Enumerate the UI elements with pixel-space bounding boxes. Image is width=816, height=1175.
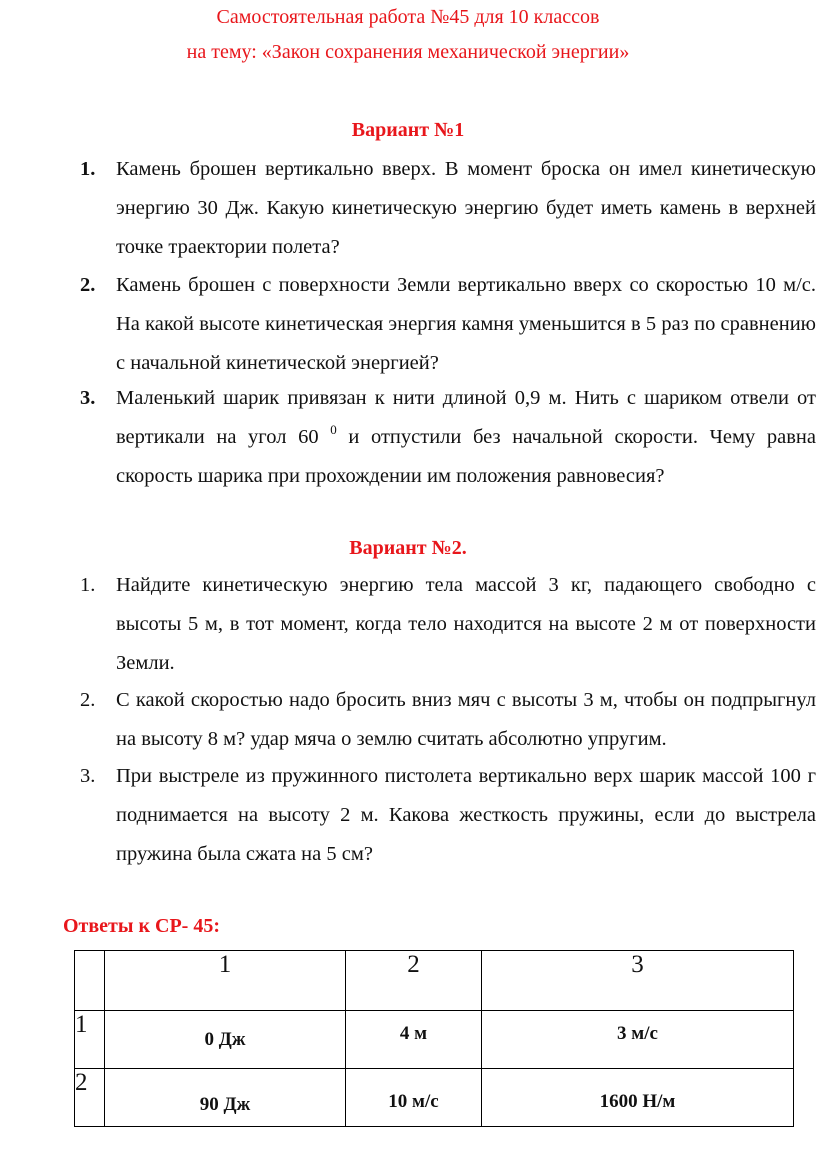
answer-value: 4 м xyxy=(399,1023,428,1044)
answers-table xyxy=(74,950,794,1127)
question-number: 3. xyxy=(80,765,96,787)
answer-value: 10 м/с xyxy=(388,1091,439,1112)
table-corner-cell xyxy=(75,951,105,1011)
table-cell xyxy=(346,1011,482,1069)
question-text-part1: Маленький шарик привязан к нити длиной 0,9 м. Нить с шариком отвели от вертикали на угол 60 xyxy=(116,387,816,448)
variant1-question-2 xyxy=(80,266,816,383)
variant2-question-2 xyxy=(80,681,816,759)
column-header: 1 xyxy=(105,951,346,1011)
row-header: 1 xyxy=(75,1011,105,1069)
table-cell xyxy=(482,1011,794,1069)
question-text: С какой скоростью надо бросить вниз мяч с высоты 3 м, чтобы он подпрыгнул на высоту 8 м? удар мяча о землю считать абсолютно упругим. xyxy=(116,689,816,750)
answers-title: Ответы к СР- 45: xyxy=(63,915,221,937)
header-title-line1: Самостоятельная работа №45 для 10 классов xyxy=(216,6,600,28)
answer-value: 90 Дж xyxy=(199,1094,251,1115)
question-text: Найдите кинетическую энергию тела массой 3 кг, падающего свободно с высоты 5 м, в тот момент, когда тело находится на высоте 2 м от поверхности Земли. xyxy=(116,574,816,674)
column-header: 2 xyxy=(346,951,482,1011)
variant1-title: Вариант №1 xyxy=(351,119,465,141)
question-number: 2. xyxy=(80,274,96,296)
table-cell xyxy=(346,1069,482,1127)
question-number: 2. xyxy=(80,689,96,711)
header-title-line2: на тему: «Закон сохранения механической энергии» xyxy=(186,41,630,63)
column-header: 3 xyxy=(482,951,794,1011)
question-number: 1. xyxy=(80,574,96,596)
question-text: Камень брошен вертикально вверх. В момент броска он имел кинетическую энергию 30 Дж. Какую кинетическую энергию будет иметь камень в верхней точке траектории полета? xyxy=(116,158,816,258)
variant2-title: Вариант №2. xyxy=(349,537,467,559)
table-header-row xyxy=(75,951,794,1011)
answer-value: 3 м/с xyxy=(617,1023,658,1044)
table-cell xyxy=(105,1069,346,1127)
question-number: 1. xyxy=(80,158,96,180)
degree-superscript: 0 xyxy=(330,422,337,437)
table-row xyxy=(75,1069,794,1127)
question-number: 3. xyxy=(80,387,96,409)
question-text: Камень брошен с поверхности Земли вертикально вверх со скоростью 10 м/с. На какой высоте кинетическая энергия камня уменьшится в 5 раз по сравнению с начальной кинетической энергией? xyxy=(116,274,816,374)
question-text: При выстреле из пружинного пистолета вертикально верх шарик массой 100 г поднимается на высоту 2 м. Какова жесткость пружины, если до выстрела пружина была сжата на 5 см? xyxy=(116,765,816,865)
table-cell xyxy=(105,1011,346,1069)
question-text-part2: и отпустили без начальной скорости. Чему равна скорость шарика при прохождении им положения равновесия? xyxy=(116,426,816,487)
answer-value: 0 Дж xyxy=(204,1029,246,1050)
variant2-question-1 xyxy=(80,566,816,683)
variant1-question-1 xyxy=(80,150,816,267)
table-row xyxy=(75,1011,794,1069)
question-text xyxy=(116,379,816,496)
variant1-question-3 xyxy=(80,379,816,496)
answer-value: 1600 Н/м xyxy=(599,1091,676,1112)
variant2-question-3 xyxy=(80,757,816,874)
table-cell xyxy=(482,1069,794,1127)
row-header: 2 xyxy=(75,1069,105,1127)
